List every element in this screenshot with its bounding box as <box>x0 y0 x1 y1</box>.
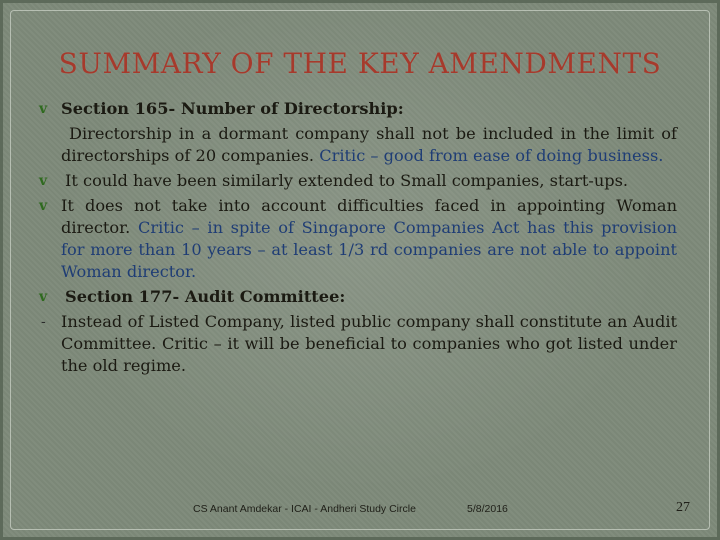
section-heading: Section 177- Audit Committee: <box>65 287 346 306</box>
slide-footer <box>3 500 717 523</box>
page-number: 27 <box>676 500 690 515</box>
bullet-item-section-177 <box>39 286 677 308</box>
item-text: Instead of Listed Company, listed public company shall constitute an Audit Committee. Critic – it will be beneficial to companies who got listed under the old regime. <box>61 312 677 375</box>
section-heading: Section 165- Number of Directorship: <box>61 99 404 118</box>
item-text: Directorship in a dormant company shall not be included in the limit of directorships of 20 companies. <box>61 124 677 165</box>
item-text: It does not take into account difficulties faced in appointing Woman director. <box>61 196 677 237</box>
critic-text: Critic – good from ease of doing business. <box>319 146 664 165</box>
dash-icon: - <box>41 314 46 330</box>
bullet-item-woman-director <box>39 195 677 283</box>
slide-title: SUMMARY OF THE KEY AMENDMENTS <box>58 47 662 80</box>
bullet-item-section-165 <box>39 98 677 120</box>
bullet-icon: v <box>39 173 48 189</box>
list-item-audit-committee <box>39 311 677 377</box>
critic-text: Critic – in spite of Singapore Companies Act has this provision for more than 10 years – at least 1/3 rd companies are not able to appoint Woman director. <box>61 218 677 281</box>
footer-credit: CS Anant Amdekar - ICAI - Andheri Study Circle <box>193 503 416 515</box>
list-item-dormant-company <box>39 123 677 167</box>
bullet-icon: v <box>39 198 48 214</box>
bullet-item-small-companies <box>39 170 677 192</box>
bullet-icon: v <box>39 101 48 117</box>
footer-date: 5/8/2016 <box>467 503 508 515</box>
slide-content <box>39 98 677 377</box>
bullet-icon: v <box>39 289 48 305</box>
item-text: It could have been similarly extended to Small companies, start-ups. <box>65 171 629 190</box>
